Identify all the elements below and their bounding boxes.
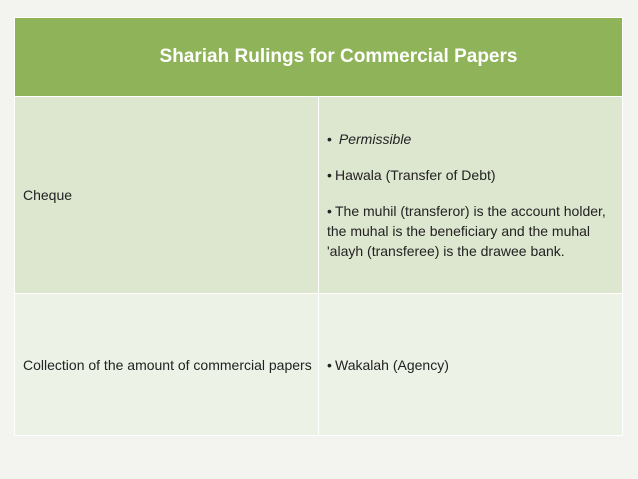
- row-rulings: [319, 97, 623, 294]
- bullet-marker: •: [327, 167, 332, 183]
- table-header-row: [15, 18, 623, 97]
- table-row: [15, 294, 623, 436]
- bullet-text: Hawala (Transfer of Debt): [335, 167, 496, 183]
- bullet-item: [327, 165, 610, 185]
- bullet-marker: •: [327, 356, 332, 373]
- bullet-marker: •: [327, 131, 332, 147]
- rulings-table: [14, 17, 623, 436]
- table-row: [15, 97, 623, 294]
- row-rulings: [319, 294, 623, 436]
- bullet-item: [327, 355, 610, 375]
- bullet-item: [327, 201, 610, 261]
- bullet-item: [327, 129, 610, 149]
- bullet-text: Wakalah (Agency): [335, 356, 449, 373]
- row-label: Collection of the amount of commercial papers: [15, 294, 319, 436]
- bullet-text: The muhil (transferor) is the account holder, the muhal is the beneficiary and the muhal 'alayh (transferee) is the drawee bank.: [327, 203, 606, 259]
- table-title: Shariah Rulings for Commercial Papers: [15, 18, 623, 97]
- bullet-marker: •: [327, 203, 332, 219]
- row-label: Cheque: [15, 97, 319, 294]
- bullet-text: Permissible: [338, 131, 412, 147]
